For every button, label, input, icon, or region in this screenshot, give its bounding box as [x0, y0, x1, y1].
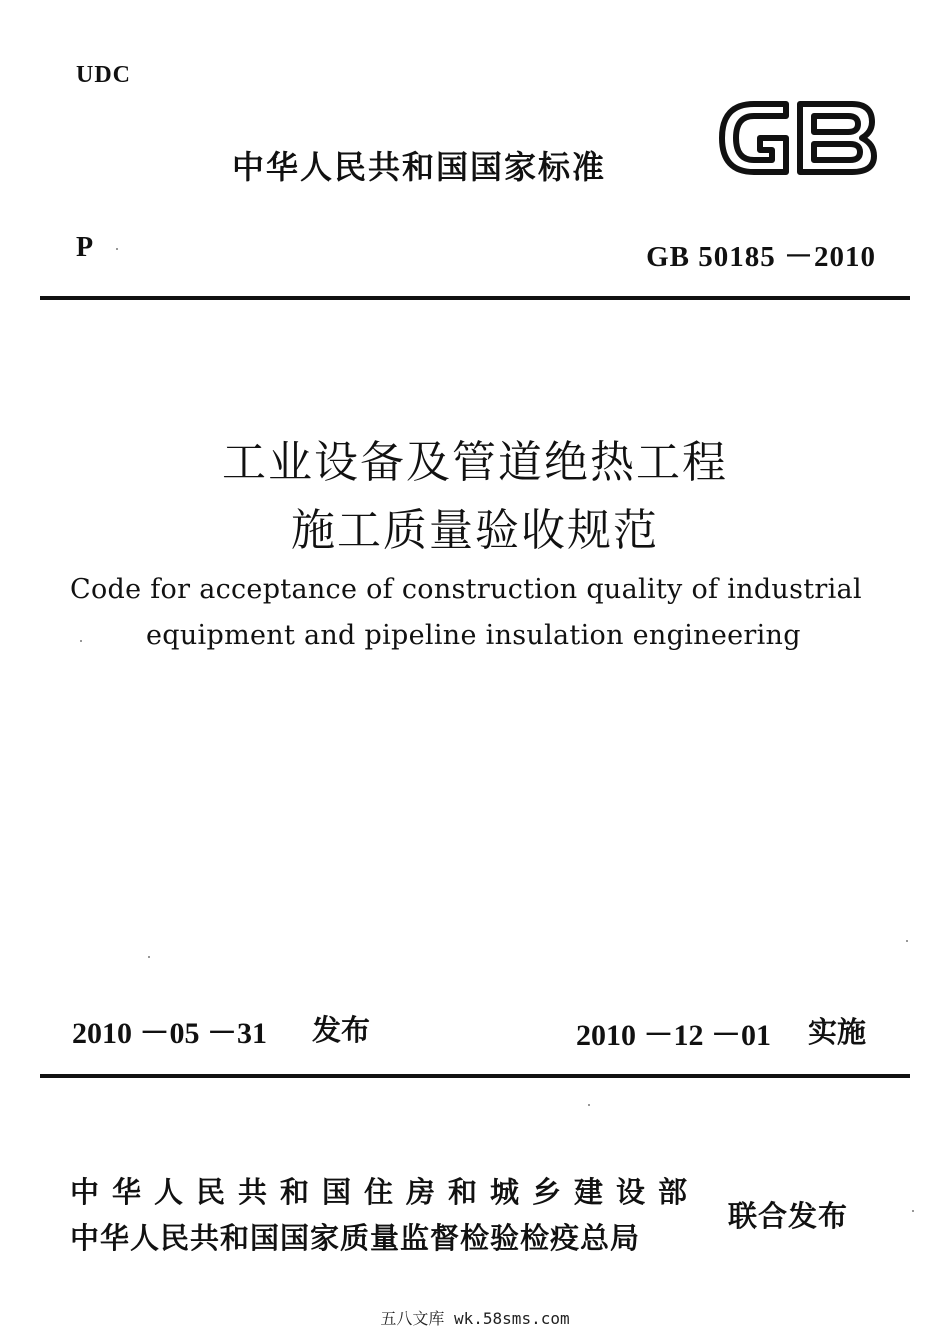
- implement-label: 实施: [808, 1015, 867, 1049]
- udc-label: UDC: [76, 62, 131, 88]
- chinese-title-line-2: 施工质量验收规范: [291, 505, 659, 556]
- scan-speck: [148, 956, 150, 958]
- national-standard-heading: 中华人民共和国国家标准: [232, 148, 607, 186]
- chinese-title-line-1: 工业设备及管道绝热工程: [222, 437, 728, 488]
- english-title-line-2: equipment and pipeline insulation engineering: [146, 620, 801, 651]
- standard-number: GB 50185 －2010: [646, 241, 876, 273]
- implement-date: 2010 －12 －01: [576, 1019, 771, 1052]
- top-divider: [40, 296, 910, 300]
- classification-code: P: [76, 232, 94, 263]
- scan-speck: [906, 940, 908, 942]
- bottom-divider: [40, 1074, 910, 1078]
- issuer-quality-administration: 中华人民共和国国家质量监督检验检疫总局: [70, 1221, 641, 1255]
- publish-date: 2010 －05 －31: [72, 1017, 267, 1050]
- scan-speck: [80, 640, 82, 642]
- gb-logo: [716, 98, 878, 178]
- scan-speck: [116, 248, 118, 250]
- publish-label: 发布: [312, 1013, 371, 1047]
- issuer-ministry-housing: 中华人民共和国住房和城乡建设部: [70, 1175, 701, 1209]
- footer-watermark: 五八文库 wk.58sms.com: [380, 1309, 570, 1328]
- joint-issue-label: 联合发布: [728, 1199, 849, 1233]
- english-title-line-1: Code for acceptance of construction quality of industrial: [70, 574, 862, 605]
- scan-speck: [588, 1104, 590, 1106]
- scan-speck: [912, 1210, 914, 1212]
